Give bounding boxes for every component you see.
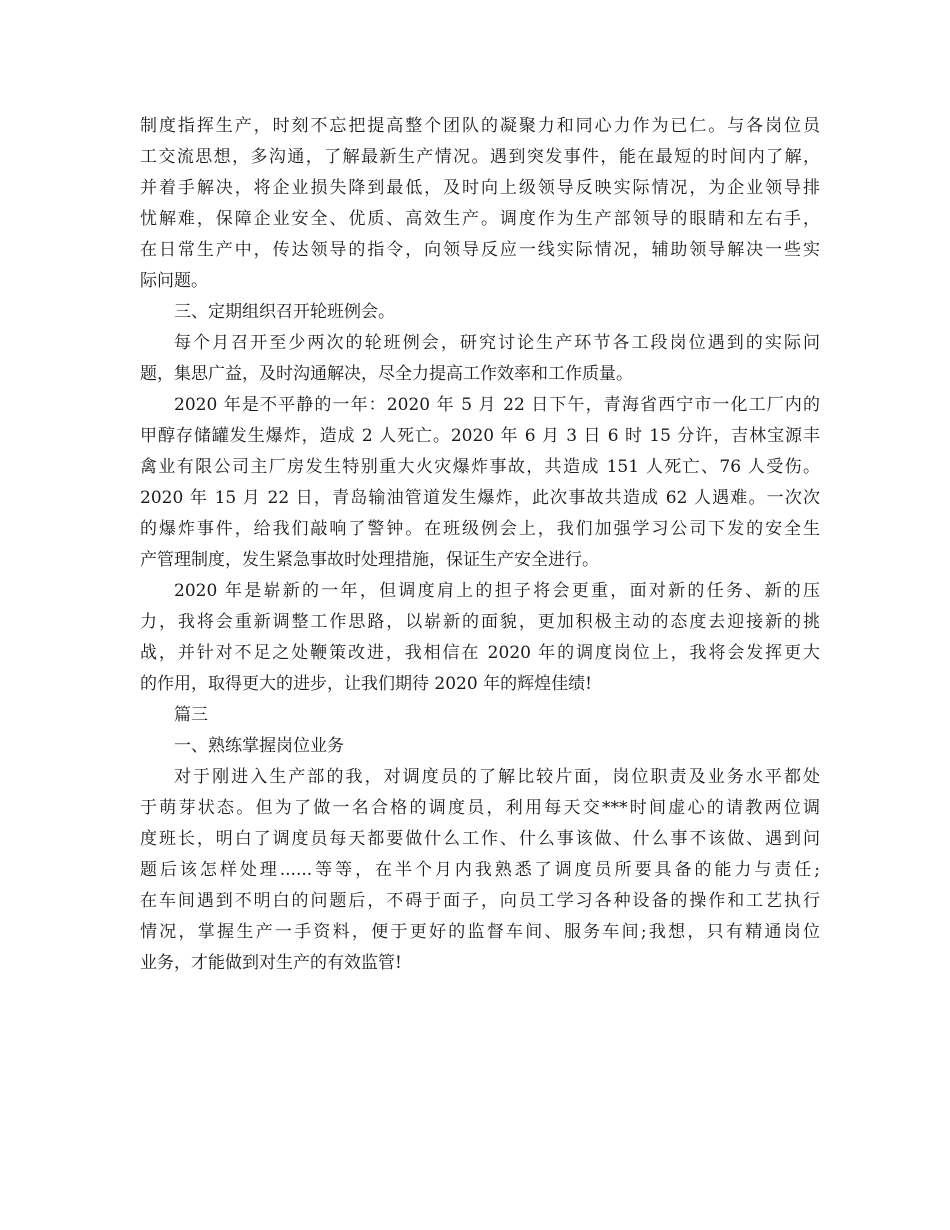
text-line: 制度指挥生产，时刻不忘把提高整个团队的凝聚力和同心力作为已仁。与各岗位员: [140, 116, 820, 136]
text-line: 一、熟练掌握岗位业务: [174, 736, 344, 756]
text-line: 的作用，取得更大的进步，让我们期待 2020 年的辉煌佳绩!: [140, 674, 592, 694]
text-line: 每个月召开至少两次的轮班例会，研究讨论生产环节各工段岗位遇到的实际问: [174, 333, 820, 353]
text-line: 三、定期组织召开轮班例会。: [174, 302, 395, 322]
text-line: 甲醇存储罐发生爆炸，造成 2 人死亡。2020 年 6 月 3 日 6 时 15 分许，吉林宝源丰: [140, 426, 820, 446]
document-page: [140, 111, 820, 979]
text-line: 对于刚进入生产部的我，对调度员的了解比较片面，岗位职责及业务水平都处: [174, 767, 820, 787]
text-line: 的爆炸事件，给我们敲响了警钟。在班级例会上，我们加强学习公司下发的安全生: [140, 519, 820, 539]
text-line: 并着手解决，将企业损失降到最低，及时向上级领导反映实际情况，为企业领导排: [140, 178, 820, 198]
text-line: 2020 年是不平静的一年：2020 年 5 月 22 日下午，青海省西宁市一化工厂内的: [174, 395, 820, 415]
text-line: 际问题。: [140, 271, 208, 291]
text-line: 2020 年 15 月 22 日，青岛输油管道发生爆炸，此次事故共造成 62 人遇难。一次次: [140, 488, 820, 508]
text-line: 题后该怎样处理......等等，在半个月内我熟悉了调度员所要具备的能力与责任;: [140, 860, 820, 880]
text-line: 忧解难，保障企业安全、优质、高效生产。调度作为生产部领导的眼睛和左右手，: [140, 209, 820, 229]
text-line: 篇三: [174, 705, 208, 725]
text-line: 战，并针对不足之处鞭策改进，我相信在 2020 年的调度岗位上，我将会发挥更大: [140, 643, 820, 663]
text-line: 于萌芽状态。但为了做一名合格的调度员，利用每天交***时间虚心的请教两位调: [140, 798, 820, 818]
text-line: 题，集思广益，及时沟通解决，尽全力提高工作效率和工作质量。: [140, 364, 633, 384]
text-line: 产管理制度，发生紧急事故时处理措施，保证生产安全进行。: [140, 550, 599, 570]
text-line: 度班长，明白了调度员每天都要做什么工作、什么事该做、什么事不该做、遇到问: [140, 829, 820, 849]
text-line: 力，我将会重新调整工作思路，以崭新的面貌，更加积极主动的态度去迎接新的挑: [140, 612, 820, 632]
text-line: 业务，才能做到对生产的有效监管!: [140, 953, 402, 973]
text-line: 在日常生产中，传达领导的指令，向领导反应一线实际情况，辅助领导解决一些实: [140, 240, 820, 260]
text-line: 工交流思想，多沟通，了解最新生产情况。遇到突发事件，能在最短的时间内了解，: [140, 147, 820, 167]
text-line: 在车间遇到不明白的问题后，不碍于面子，向员工学习各种设备的操作和工艺执行: [140, 891, 820, 911]
text-line: 2020 年是崭新的一年，但调度肩上的担子将会更重，面对新的任务、新的压: [174, 581, 820, 601]
text-line: 禽业有限公司主厂房发生特别重大火灾爆炸事故，共造成 151 人死亡、76 人受伤。: [140, 457, 820, 477]
text-line: 情况，掌握生产一手资料，便于更好的监督车间、服务车间;我想，只有精通岗位: [140, 922, 820, 942]
